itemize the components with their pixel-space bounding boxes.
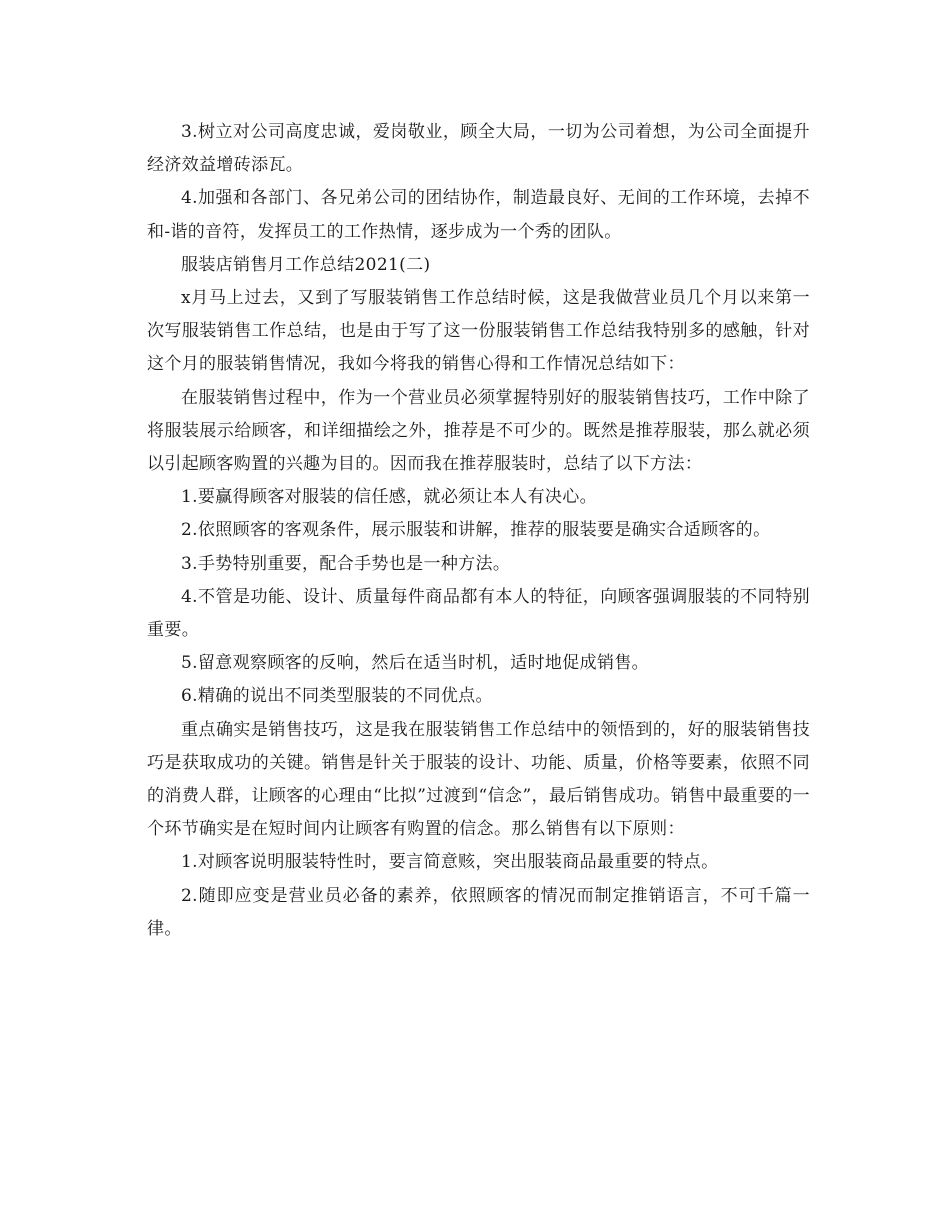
list-item: 4.不管是功能、设计、质量每件商品都有本人的特征，向顾客强调服装的不同特别重要。 [147, 586, 810, 641]
list-item: 6.精确的说出不同类型服装的不同优点。 [181, 686, 493, 707]
section-heading: 服装店销售月工作总结2021(二) [181, 254, 431, 275]
paragraph-intro: x月马上过去，又到了写服装销售工作总结时候，这是我做营业员几个月以来第一次写服装销售工作总结，也是由于写了这一份服装销售工作总结我特别多的感触，针对这个月的服装销售情况，我如今将我的销售心得和工作情况总结如下： [147, 288, 810, 375]
document-page [147, 116, 810, 946]
list-item: 3.手势特别重要，配合手势也是一种方法。 [181, 553, 511, 574]
paragraph-teamwork: 4.加强和各部门、各兄弟公司的团结协作，制造最良好、无间的工作环境，去掉不和-谐的音符，发挥员工的工作热情，逐步成为一个秀的团队。 [147, 188, 810, 242]
paragraph-sales-process: 在服装销售过程中，作为一个营业员必须掌握特别好的服装销售技巧，工作中除了将服装展示给顾客，和详细描绘之外，推荐是不可少的。既然是推荐服装，那么就必须以引起顾客购置的兴趣为目的。因而我在推荐服装时，总结了以下方法： [147, 387, 810, 475]
list-item: 1.对顾客说明服装特性时，要言简意赅，突出服装商品最重要的特点。 [181, 852, 719, 873]
list-item: 5.留意观察顾客的反响，然后在适当时机，适时地促成销售。 [181, 653, 650, 674]
list-item: 2.随即应变是营业员必备的素养，依照顾客的情况而制定推销语言，不可千篇一律。 [147, 885, 810, 939]
paragraph-sales-skills: 重点确实是销售技巧，这是我在服装销售工作总结中的领悟到的，好的服装销售技巧是获取成功的关键。销售是针关于服装的设计、功能、质量，价格等要素，依照不同的消费人群，让顾客的心理由“比拟”过渡到“信念”，最后销售成功。销售中最重要的一个环节确实是在短时间内让顾客有购置的信念。那么销售有以下原则： [147, 719, 810, 840]
paragraph-loyalty: 3.树立对公司高度忠诚，爱岗敬业，顾全大局，一切为公司着想，为公司全面提升经济效益增砖添瓦。 [147, 122, 810, 176]
list-item: 1.要赢得顾客对服装的信任感，就必须让本人有决心。 [181, 487, 597, 508]
list-item: 2.依照顾客的客观条件，展示服装和讲解，推荐的服装要是确实合适顾客的。 [181, 520, 771, 541]
